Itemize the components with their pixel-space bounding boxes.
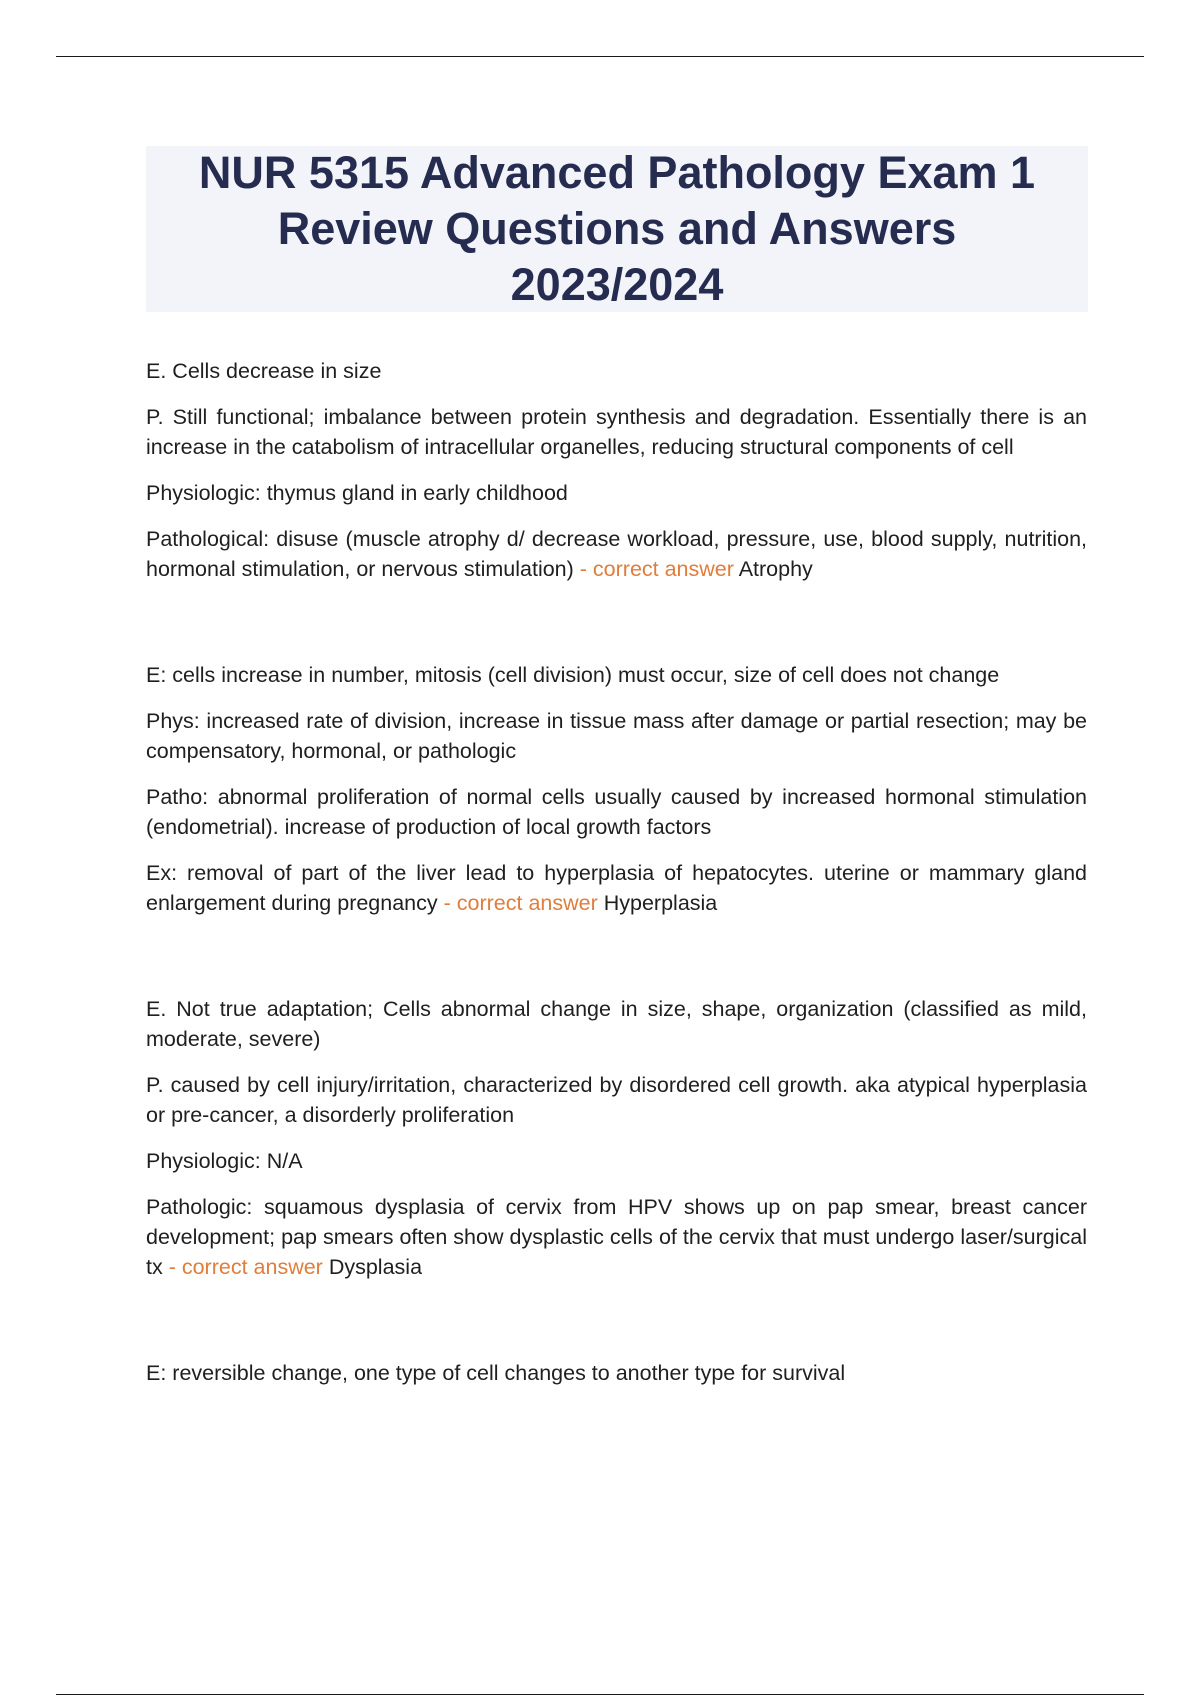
question-paragraph: E: cells increase in number, mitosis (cell division) must occur, size of cell does not change: [146, 663, 1000, 687]
question-paragraph-with-answer: [146, 1192, 1087, 1282]
question-paragraph-with-answer: [146, 858, 1087, 918]
document-title-line-3: 2023/2024: [510, 259, 724, 310]
question-text: Pathological: disuse (muscle atrophy d/ decrease workload, pressure, use, blood supply, nutrition, hormonal stimulation, or nervous stimulation): [146, 527, 1087, 581]
answer-text: Atrophy: [738, 557, 813, 581]
question-paragraph: Patho: abnormal proliferation of normal cells usually caused by increased hormonal stimulation (endometrial). increase of production of local growth factors: [146, 785, 1087, 839]
question-paragraph: Physiologic: N/A: [146, 1149, 303, 1173]
question-paragraph: P. caused by cell injury/irritation, characterized by disordered cell growth. aka atypical hyperplasia or pre-cancer, a disorderly proliferation: [146, 1073, 1087, 1127]
question-paragraph: P. Still functional; imbalance between protein synthesis and degradation. Essentially there is an increase in the catabolism of intracellular organelles, reducing structural components of cell: [146, 405, 1087, 459]
document-body: [146, 356, 1087, 1404]
block-spacer: [146, 934, 1087, 994]
question-paragraph-with-answer: [146, 524, 1087, 584]
question-paragraph: E: reversible change, one type of cell changes to another type for survival: [146, 1361, 846, 1385]
block-spacer: [146, 600, 1087, 660]
qa-block-hyperplasia: [146, 660, 1087, 918]
question-text: Ex: removal of part of the liver lead to hyperplasia of hepatocytes. uterine or mammary gland enlargement during pregnancy: [146, 861, 1087, 915]
correct-answer-marker: - correct answer: [443, 891, 598, 915]
document-title-line-2: Review Questions and Answers: [277, 203, 957, 254]
qa-block-atrophy: [146, 356, 1087, 584]
block-spacer: [146, 1298, 1087, 1358]
top-rule: [56, 56, 1144, 57]
bottom-rule: [56, 1694, 1144, 1695]
correct-answer-marker: - correct answer: [168, 1255, 323, 1279]
document-title-box: [146, 146, 1088, 312]
question-paragraph: Phys: increased rate of division, increase in tissue mass after damage or partial resection; may be compensatory, hormonal, or pathologic: [146, 709, 1087, 763]
question-paragraph: E. Not true adaptation; Cells abnormal change in size, shape, organization (classified as mild, moderate, severe): [146, 997, 1087, 1051]
question-text: Pathologic: squamous dysplasia of cervix from HPV shows up on pap smear, breast cancer development; pap smears often show dysplastic cells of the cervix that must undergo laser/surgical tx: [146, 1195, 1087, 1279]
question-paragraph: Physiologic: thymus gland in early childhood: [146, 481, 568, 505]
question-paragraph: E. Cells decrease in size: [146, 359, 382, 383]
document-title-line-1: NUR 5315 Advanced Pathology Exam 1: [198, 147, 1036, 198]
answer-text: Dysplasia: [328, 1255, 423, 1279]
qa-block-dysplasia: [146, 994, 1087, 1282]
correct-answer-marker: - correct answer: [579, 557, 734, 581]
qa-block-metaplasia: [146, 1358, 1087, 1388]
answer-text: Hyperplasia: [603, 891, 718, 915]
